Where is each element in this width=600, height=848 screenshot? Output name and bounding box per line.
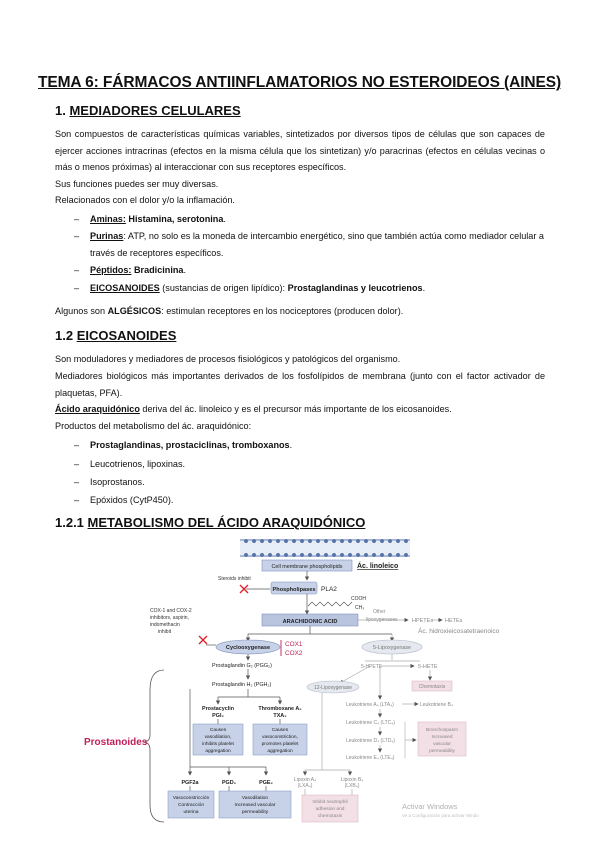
pgg2-label: Prostaglandin G₂ (PGG₂) [212,663,272,669]
lipoxygenase12-label: 12-Lipoxygenase [313,685,353,691]
ch3-label: CH₃ [355,605,365,611]
pla2-label: PLA2 [321,586,337,593]
ltb4-label: Leukotriene B₄ [420,702,453,708]
paragraph-mediadores: Mediadores biológicos más importantes derivados de los fosfolípidos de membrana (junto con el factor activador de plaquetas, PFA). [55,371,545,398]
pgd2-label: PGD₂ [221,780,237,786]
thromboxane-line-1: Thromboxane A₂ [258,706,302,712]
paragraph-related: Relacionados con el dolor y/o la inflamación. [55,195,235,205]
list-item-purinas: – Purinas: ATP, no solo es la moneda de intercambio energético, sino que también actúa como mediador celular a través de receptores específicos. [74,231,544,258]
ltd4-label: Leukotriene D₄ (LTD₄) [346,738,396,744]
paragraph-definition: Son compuestos de características químicas variables, sintetizados por diversos tipos de células que son capaces de ejercer acciones intracrinas (efectos en la misma célula que los sintetizan) y/o paracrinas (efectos en células vecinas o más o menos próximas) al interaccionar con sus receptores específicos. [55,129,545,173]
paragraph-productos: Productos del metabolismo del ác. araquidónico: [55,421,252,431]
cox2-label: COX2 [285,650,303,657]
paragraph-moduladores: Son moduladores y mediadores de procesos fisiológicos y patológicos del organismo. [55,354,401,364]
page-title: TEMA 6: FÁRMACOS ANTIINFLAMATORIOS NO ESTEROIDEOS (AINES) [38,74,562,91]
paragraph-algesicos: Algunos son ALGÉSICOS: estimulan receptores en los nociceptores (producen dolor). [55,306,404,316]
bronchospasm-line-1: Bronchospasm [426,728,458,733]
steroids-label: Steroids inhibit [218,576,251,582]
heading-number: 1. [55,103,66,118]
pgi2-effect-line-4: aggregation [205,749,231,754]
lxa4-line-1: Lipoxin A₄ [293,777,317,783]
lipoxygenases-label: lipoxygenases [366,617,398,623]
pgd2-pge2-effect-line-2: Increased vascular [234,803,276,808]
section-heading-eicosanoides: 1.2 EICOSANOIDES [55,328,177,343]
lipoxin-effect-line-3: chemotaxis [317,814,343,819]
prostacyclin-line-2: PGI₂ [212,713,224,719]
lte4-label: Leukotriene E₄ (LTE₄) [346,755,395,761]
bronchospasm-line-3: vascular [433,742,451,747]
hetes-label: HETEs [445,618,463,624]
activate-windows-watermark: Activar Windows [402,802,458,811]
list-item-leucotrienos: – Leucotrienos, lipoxinas. [74,459,186,469]
lxb4-line-2: (LXB₄) [344,783,360,789]
paragraph-functions: Sus funciones puedes ser muy diversas. [55,179,219,189]
cox-inhibitor-note-4: inhibit [158,629,172,635]
pgf2a-effect-line-1: Vasoconstricción [172,796,210,801]
cox-inhibitor-note-2: inhibitors, aspirin, [150,615,189,621]
pgh2-label: Prostaglandin H₂ (PGH₂) [212,682,272,688]
prostacyclin-line-1: Prostacyclin [201,706,235,712]
cooh-label: COOH [351,596,366,602]
pgd2-pge2-effect-line-3: permeability [241,810,269,815]
hete5-label: 5-HETE [418,664,438,670]
ac-linoleico-label: Ác. linoleico [357,563,399,570]
lxa4-line-2: (LXA₄) [297,783,313,789]
list-item-peptidos: – Péptidos: Bradicinina. [74,265,187,275]
hpetes-label: HPETEs [412,618,434,624]
lxb4-line-1: Lipoxin B₄ [340,777,364,783]
arachidonic-acid-label: ARACHIDONIC ACID [282,619,338,625]
thromboxane-line-2: TXA₂ [273,713,287,719]
pgi2-effect-line-2: vasodilation, [204,735,232,740]
ltc4-label: Leukotriene C₄ (LTC₄) [346,720,396,726]
list-item-prostaglandinas: – Prostaglandinas, prostaciclinas, tromboxanos. [74,440,293,450]
cyclooxygenase-label: Cyclooxygenase [225,645,271,651]
list-item-aminas: – Aminas: Histamina, serotonina. [74,214,226,224]
hpete5-label: 5-HPETE [361,664,383,670]
paragraph-acido: Ácido araquidónico deriva del ác. linoleico y es el precursor más importante de los eicosanoides. [55,404,452,414]
pge2-label: PGE₂ [259,780,273,786]
bronchospasm-line-4: permeability [429,749,455,754]
cox-x-icon [199,636,207,644]
txa2-effect-line-1: Causes [271,728,289,733]
pgi2-effect-line-1: Causes [209,728,227,733]
cox-inhibitor-note-1: COX-1 and COX-2 [150,608,192,614]
pgi2-effect-line-3: inhibits platelet [202,742,234,747]
list-item-isoprostanos: – Isoprostanos. [74,477,145,487]
lta4-label: Leukotriene A₄ (LTA₄) [346,702,394,708]
list-item-epoxidos: – Epóxidos (CytP450). [74,495,174,505]
pgf2a-effect-line-2: Contracción [177,803,205,808]
pgd2-pge2-effect-line-1: Vasodilation [241,796,269,801]
lipoxygenase5-label: 5-Lipoxygenase [372,645,412,651]
activate-windows-subtext: Ve a Configuración para activar Windo [402,813,479,818]
other-label: Other [373,609,386,615]
list-item-eicosanoides: – EICOSANOIDES (sustancias de origen lipídico): Prostaglandinas y leucotrienos. [74,283,426,293]
pgf2a-effect-line-3: uterina [183,810,199,815]
prostanoides-label: Prostanoides [84,737,148,748]
bronchospasm-line-2: Increased [431,735,453,740]
membrane-graphic [240,539,410,557]
txa2-effect-line-2: vasoconstriction, [262,735,298,740]
txa2-effect-line-4: aggregation [267,749,293,754]
cox-inhibitor-note-3: indomethacin [150,622,180,628]
section-heading-metabolismo: 1.2.1 METABOLISMO DEL ÁCIDO ARAQUIDÓNICO [55,515,366,530]
pgf2a-label: PGF2a [181,780,199,786]
lipoxin-effect-line-1: Inhibit neutrophil [312,800,348,805]
arachidonic-chain-graphic [308,602,352,606]
cox1-label: COX1 [285,641,303,648]
heading-text: MEDIADORES CELULARES [69,103,241,118]
cell-membrane-label: Cell membrane phospholipids [271,564,343,570]
phospholipases-label: Phospholipases [272,587,316,593]
ac-hidroxi-label: Ác. hidroxieicosatetraenoico [418,628,500,635]
lipoxin-effect-line-2: adhesion and [315,807,345,812]
chemotaxis-label: Chemotaxis [418,684,446,690]
txa2-effect-line-3: promotes platelet [261,742,299,747]
